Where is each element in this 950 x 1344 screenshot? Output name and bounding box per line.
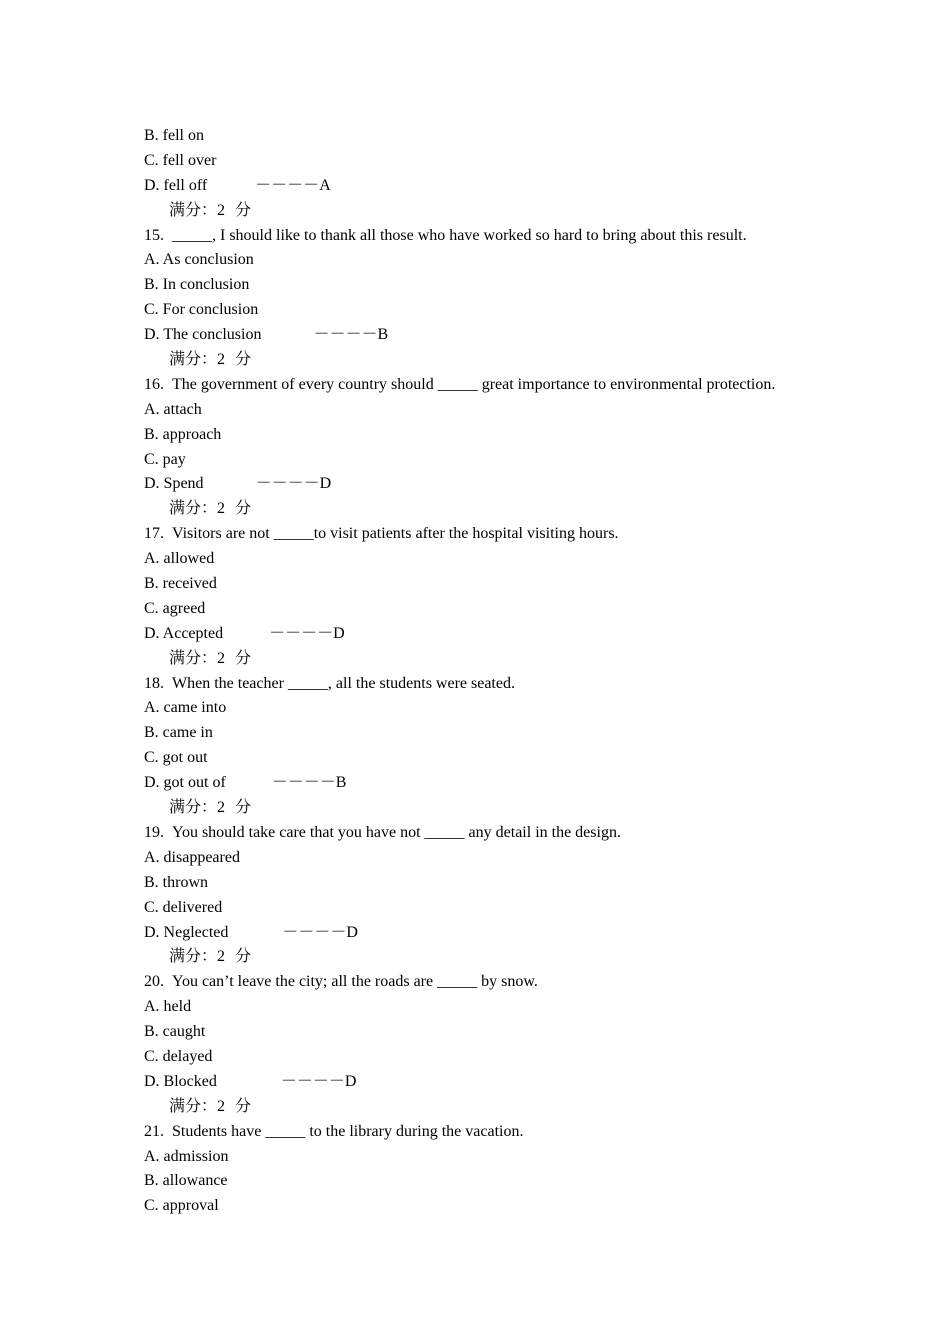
option-line: C. fell over — [144, 151, 217, 169]
option-line-with-answer — [144, 472, 844, 497]
score-unit: 分 — [235, 799, 252, 817]
question-line — [144, 373, 844, 398]
option-line: A. held — [144, 998, 192, 1016]
option-line: C. agreed — [144, 599, 206, 617]
question-line — [144, 821, 844, 846]
option-line: C. approval — [144, 1197, 219, 1215]
score-label: 满分： — [169, 799, 218, 817]
option-line: B. came in — [144, 724, 213, 742]
option-line: B. fell on — [144, 127, 204, 144]
score-line — [144, 497, 844, 522]
answer-key: －－－－D — [280, 1072, 357, 1090]
option-text: D. Blocked — [144, 1072, 217, 1090]
question-number: 21. — [144, 1122, 164, 1140]
option-line-with-answer — [144, 622, 844, 647]
score-value: 2 — [217, 351, 226, 369]
option-text: D. Accepted — [144, 624, 224, 642]
score-line — [144, 945, 844, 970]
score-value: 2 — [217, 649, 226, 667]
document-page — [144, 124, 844, 1219]
score-line — [144, 199, 844, 224]
score-line — [144, 348, 844, 373]
question-line — [144, 672, 844, 697]
option-line-with-answer — [144, 323, 844, 348]
question-text: You can’t leave the city; all the roads are _____ by snow. — [172, 973, 538, 991]
score-unit: 分 — [235, 1097, 252, 1115]
option-line: C. For conclusion — [144, 301, 259, 319]
question-number: 20. — [144, 973, 164, 991]
score-label: 满分： — [169, 201, 218, 219]
option-line: A. As conclusion — [144, 251, 254, 269]
option-line: B. allowance — [144, 1172, 228, 1190]
question-number: 19. — [144, 823, 164, 841]
question-number: 17. — [144, 525, 164, 543]
question-line — [144, 970, 844, 995]
option-line-with-answer — [144, 771, 844, 796]
question-number: 15. — [144, 226, 164, 244]
option-text: D. The conclusion — [144, 326, 262, 344]
option-line-with-answer — [144, 921, 844, 946]
score-unit: 分 — [235, 649, 252, 667]
score-line — [144, 1095, 844, 1120]
option-line: C. got out — [144, 749, 208, 767]
option-text: D. Neglected — [144, 923, 229, 941]
option-text: D. Spend — [144, 475, 204, 493]
question-line — [144, 522, 844, 547]
question-text: You should take care that you have not _____ any detail in the design. — [172, 823, 621, 841]
answer-key: －－－－B — [313, 326, 389, 344]
question-text: _____, I should like to thank all those who have worked so hard to bring about this result. — [172, 226, 747, 244]
question-line — [144, 224, 844, 249]
score-unit: 分 — [235, 948, 252, 966]
option-line: A. attach — [144, 400, 202, 418]
score-value: 2 — [217, 500, 226, 518]
option-line: B. In conclusion — [144, 276, 250, 294]
option-line: A. allowed — [144, 550, 215, 568]
option-line-with-answer — [144, 1070, 844, 1095]
option-line: C. pay — [144, 450, 186, 468]
score-unit: 分 — [235, 500, 252, 518]
answer-key: －－－－D — [255, 475, 332, 493]
option-text: D. fell off — [144, 176, 208, 194]
question-number: 18. — [144, 674, 164, 692]
score-label: 满分： — [169, 649, 218, 667]
option-line: C. delayed — [144, 1047, 213, 1065]
score-label: 满分： — [169, 1097, 218, 1115]
answer-key: －－－－D — [282, 923, 358, 941]
score-value: 2 — [217, 948, 226, 966]
question-text: The government of every country should _____ great importance to environmental protection. — [172, 375, 776, 393]
answer-key: －－－－A — [255, 176, 331, 194]
score-value: 2 — [217, 799, 226, 817]
score-label: 满分： — [169, 351, 218, 369]
option-line-with-answer — [144, 174, 844, 199]
question-text: Visitors are not _____to visit patients after the hospital visiting hours. — [172, 525, 619, 543]
question-text: When the teacher _____, all the students were seated. — [172, 674, 515, 692]
question-line — [144, 1120, 844, 1145]
option-text: D. got out of — [144, 774, 226, 792]
option-line: B. received — [144, 575, 217, 593]
option-line: A. admission — [144, 1147, 229, 1165]
score-unit: 分 — [235, 201, 252, 219]
score-label: 满分： — [169, 500, 218, 518]
score-unit: 分 — [235, 351, 252, 369]
score-label: 满分： — [169, 948, 218, 966]
option-line: A. came into — [144, 699, 227, 717]
option-line: A. disappeared — [144, 848, 240, 866]
answer-key: －－－－B — [271, 774, 347, 792]
answer-key: －－－－D — [269, 624, 345, 642]
option-line: C. delivered — [144, 898, 223, 916]
score-line — [144, 647, 844, 672]
question-text: Students have _____ to the library during the vacation. — [172, 1122, 524, 1140]
option-line: B. thrown — [144, 873, 208, 891]
question-number: 16. — [144, 375, 164, 393]
score-value: 2 — [217, 1097, 226, 1115]
option-line: B. caught — [144, 1023, 206, 1041]
score-line — [144, 796, 844, 821]
option-line: B. approach — [144, 425, 222, 443]
score-value: 2 — [217, 201, 226, 219]
